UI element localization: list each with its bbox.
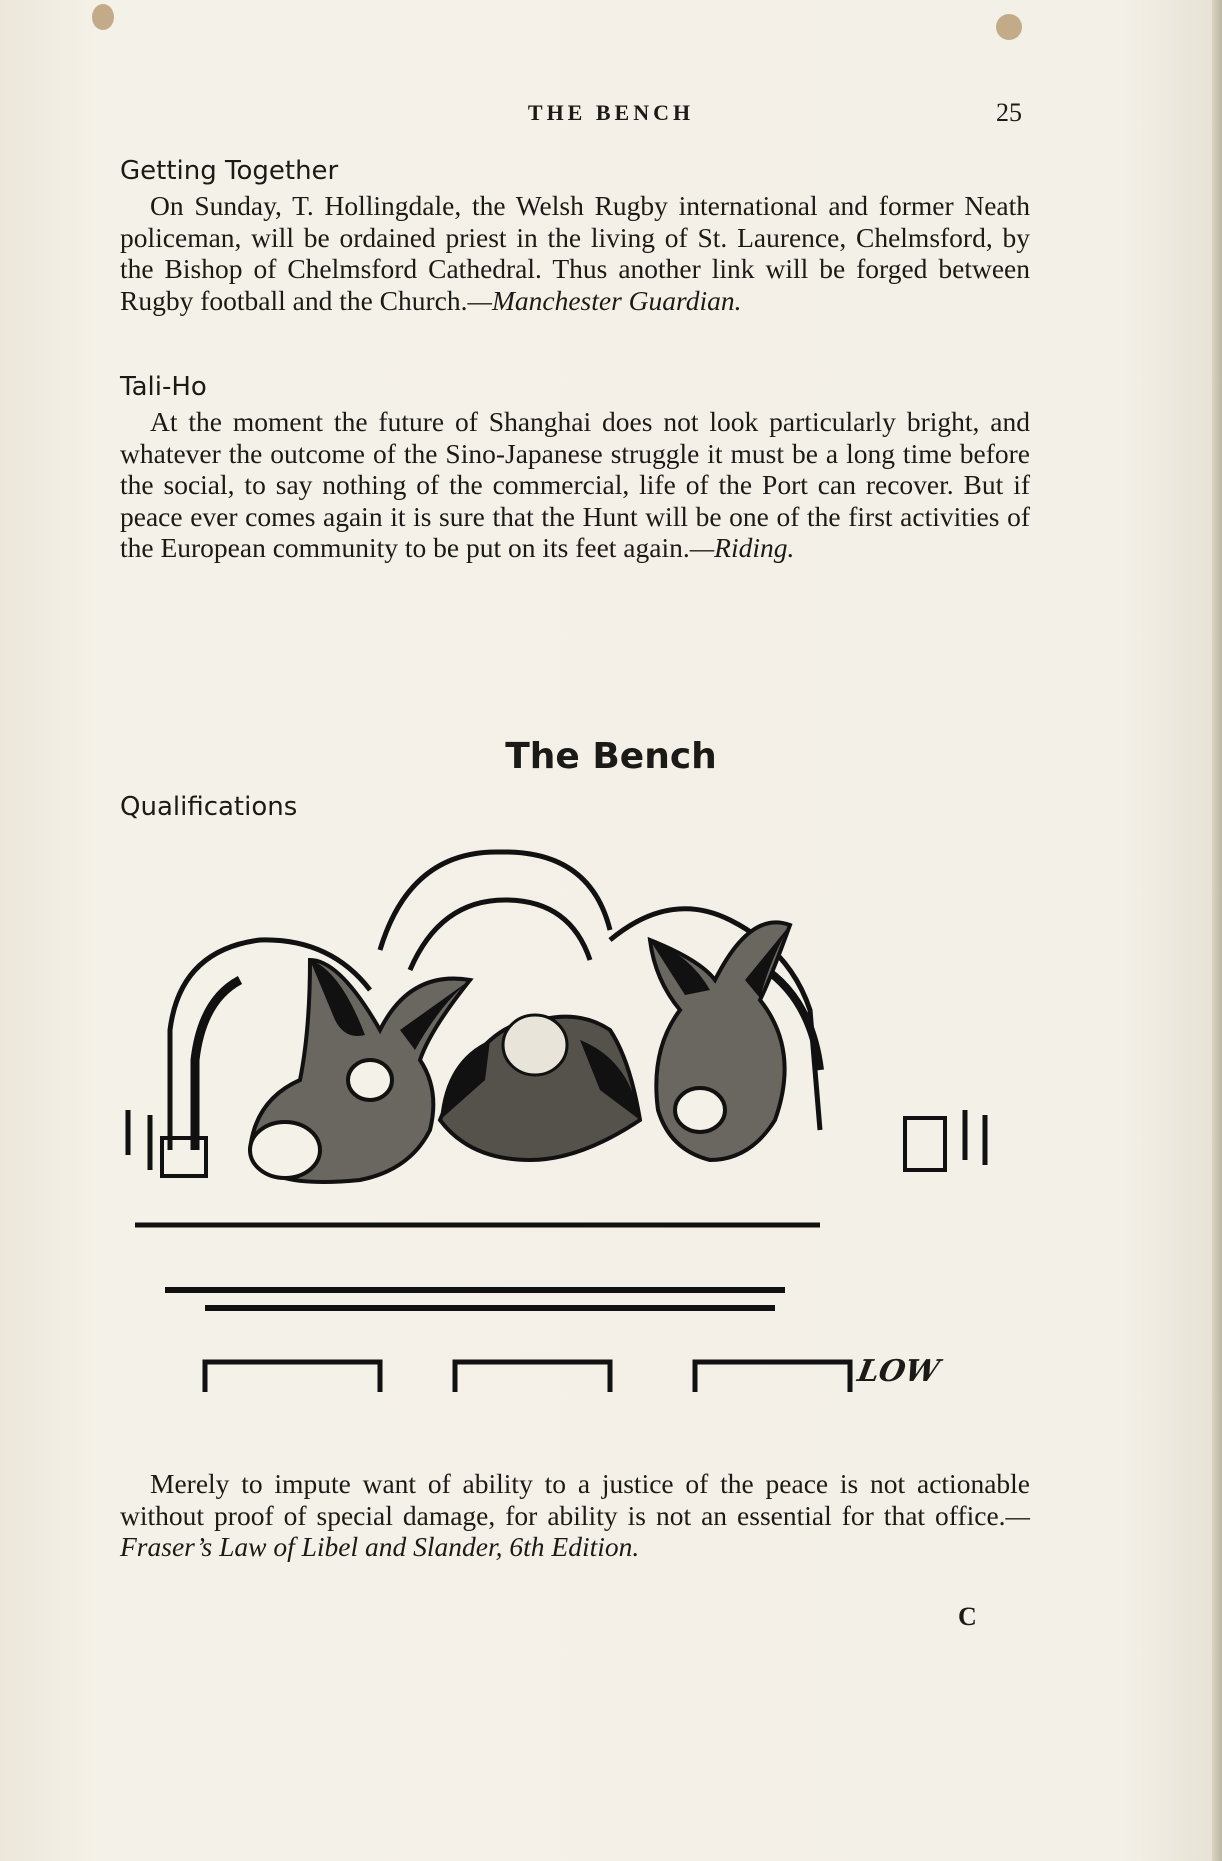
section-body-getting-together	[120, 190, 1030, 316]
cartoon-heading: Qualifications	[120, 792, 298, 822]
paper-stain	[996, 14, 1022, 40]
page-number: 25	[996, 98, 1022, 127]
section-body-tali-ho	[120, 406, 1030, 564]
section-heading-getting-together: Getting Together	[120, 156, 339, 186]
section-heading-tali-ho: Tali-Ho	[120, 372, 207, 402]
body-text: At the moment the future of Shanghai does not look particularly bright, and whatever the outcome of the Sino-Japanese struggle it must be a long time before the social, to say nothing of the commercial, life of the Port can recover. But if peace ever comes again it is sure that the Hunt will be one of the first activities of the European community to be put on its feet again.	[120, 406, 1030, 563]
page-edge	[1212, 0, 1222, 1861]
source-citation: —Manchester Guardian.	[467, 284, 742, 316]
source-citation: —Riding.	[689, 532, 795, 563]
body-text: On Sunday, T. Hollingdale, the Welsh Rugby international and former Neath policeman, will be ordained priest in the living of St. Laurence, Chelmsford, by the Bishop of Chelmsford Cathedral. Thus another link will be forged between Rugby football and the Church.	[120, 190, 1030, 316]
cartoon-title: The Bench	[505, 736, 717, 777]
source-citation: —Fraser’s Law of Libel and Slander, 6th Edition.	[120, 1499, 1030, 1562]
running-head: THE BENCH	[527, 100, 695, 125]
caption-text: Merely to impute want of ability to a justice of the peace is not actionable without proof of special damage, for ability is not an essential for that office.	[120, 1468, 1030, 1531]
cartoon-caption	[120, 1468, 1030, 1563]
signature-letter: C	[958, 1602, 977, 1631]
paper-stain	[92, 4, 114, 30]
artist-signature: LOW	[854, 1354, 943, 1389]
